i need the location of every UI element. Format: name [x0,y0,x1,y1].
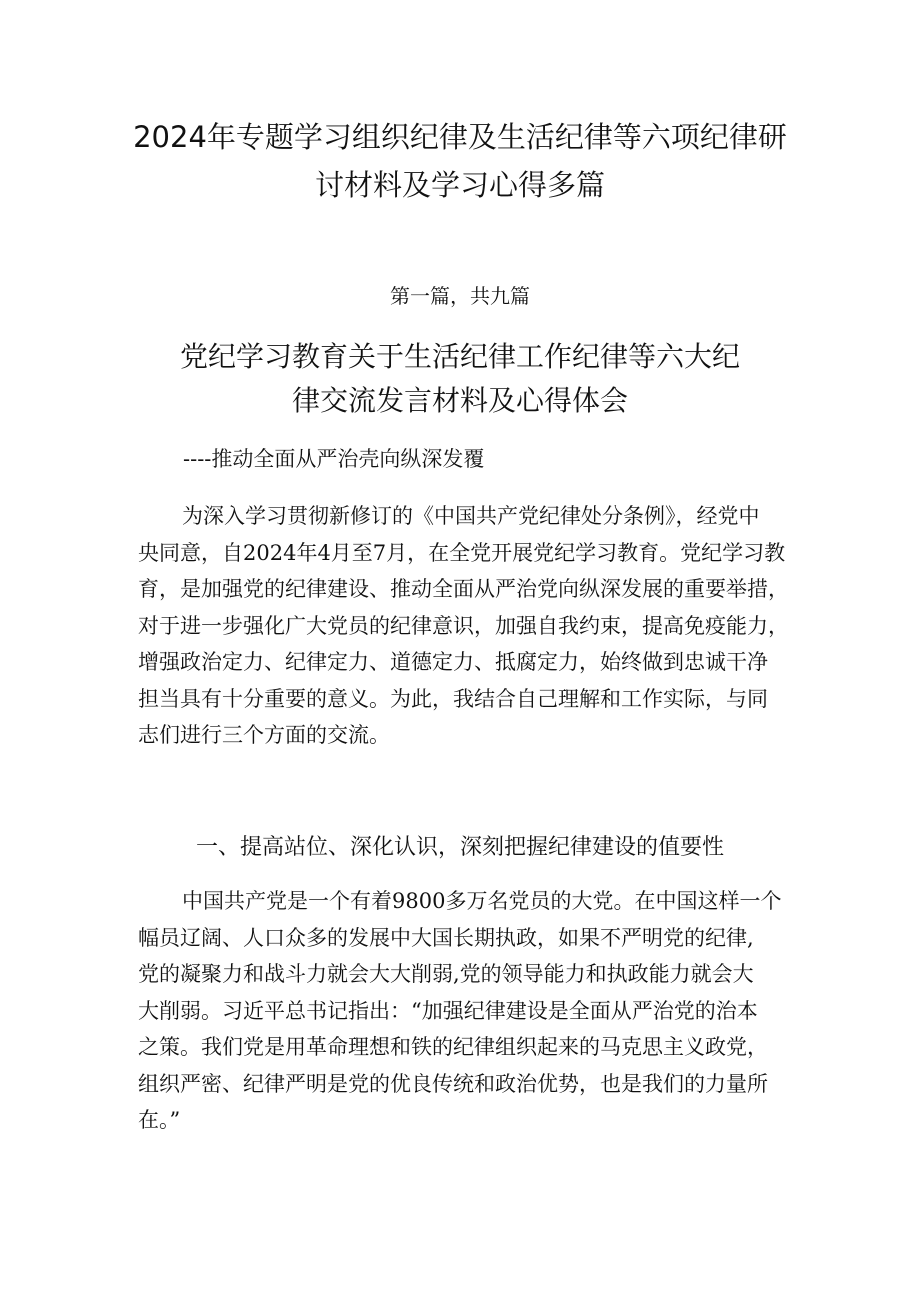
paragraph-line: 央同意，自2024年4月至7月，在全党开展党纪学习教育。党纪学习教 [138,540,786,565]
paragraph-line: 为深入学习贯彻新修订的《中国共产党纪律处分条例》，经党中 [182,504,760,528]
article-tagline: ----推动全面从严治壳向纵深发覆 [183,447,485,471]
document-title-line-1: 2024年专题学习组织纪律及生活纪律等六项纪律研 [133,120,787,154]
paragraph-line: 增强政治定力、纪律定力、道德定力、抵腐定力，始终做到忠诚干净 [138,650,768,674]
article-title-line-1: 党纪学习教育关于生活纪律工作纪律等六大纪 [179,340,740,373]
paragraph-line: 之策。我们党是用革命理想和铁的纪律组织起来的马克思主义政党， [138,1035,768,1059]
paragraph-line: 大削弱。习近平总书记指出：“加强纪律建设是全面从严治党的治本 [138,998,758,1023]
paragraph-line: 担当具有十分重要的意义。为此，我结合自己理解和工作实际，与同 [138,686,768,711]
paragraph-line: 志们进行三个方面的交流。 [138,723,390,747]
paragraph-line: 幅员辽阔、人口众多的发展中大国长期执政，如果不严明党的纪律, [138,925,754,950]
article-title-line-2: 律交流发言材料及心得体会 [291,384,628,417]
intro-paragraph [138,498,798,754]
paragraph-line: 组织严密、纪律严明是党的优良传统和政治优势，也是我们的力量所 [138,1071,768,1096]
paragraph-line: 在。” [138,1108,181,1132]
section-heading-1: 一、提高站位、深化认识，深刻把握纪律建设的值要性 [195,835,724,860]
document-title-line-2: 讨材料及学习心得多篇 [314,168,605,202]
paragraph-line: 中国共产党是一个有着9800多万名党员的大党。在中国这样一个 [182,889,782,913]
section-1-paragraph [138,883,798,1139]
paragraph-line: 党的凝聚力和战斗力就会大大削弱,党的领导能力和执政能力就会大 [138,962,754,986]
paragraph-line: 育，是加强党的纪律建设、推动全面从严治党向纵深发展的重要举措， [138,577,789,601]
part-label: 第一篇，共九篇 [390,284,530,308]
paragraph-line: 对于进一步强化广大党员的纪律意识，加强自我约束，提高免疫能力， [138,613,789,638]
